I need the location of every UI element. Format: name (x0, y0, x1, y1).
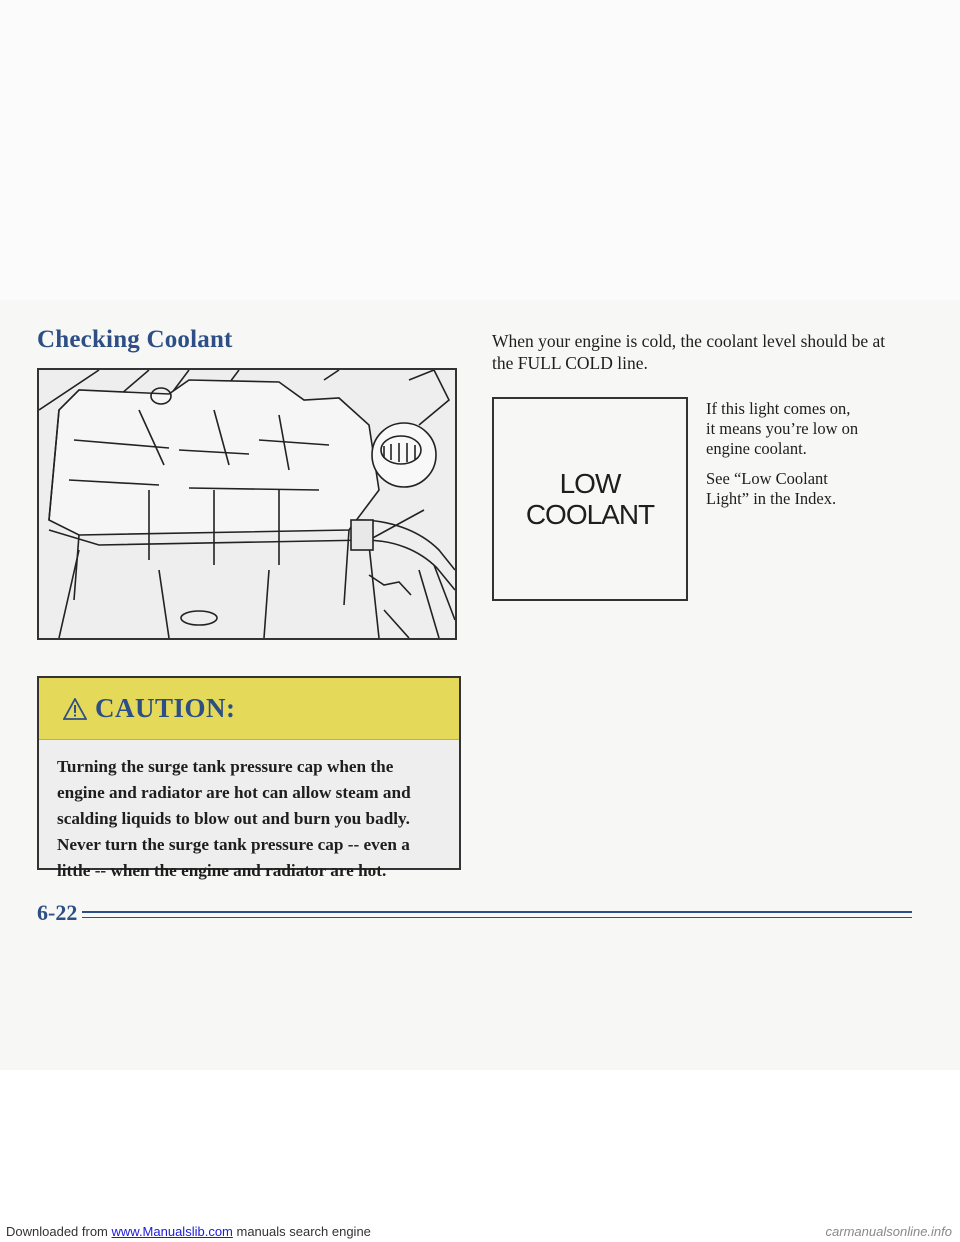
description-line: See “Low Coolant (706, 469, 828, 488)
footer-attribution (6, 1224, 371, 1239)
light-word-coolant: COOLANT (525, 499, 655, 530)
caution-line: Never turn the surge tank pressure cap -- even a (57, 835, 410, 854)
intro-paragraph (492, 330, 932, 374)
caution-line: scalding liquids to blow out and burn you badly. (57, 809, 410, 828)
intro-line: the FULL COLD line. (492, 353, 648, 373)
description-line: it means you’re low on (706, 419, 859, 438)
caution-text (39, 740, 459, 884)
footer-prefix: Downloaded from (6, 1224, 112, 1239)
light-word-low: LOW (559, 468, 621, 499)
footer-suffix: manuals search engine (232, 1224, 371, 1239)
section-title: Checking Coolant (37, 326, 233, 353)
page-rule (82, 911, 912, 913)
manualslib-link[interactable]: www.Manualslib.com (111, 1224, 233, 1239)
page-bottom-margin (0, 1070, 960, 1242)
caution-line: little -- when the engine and radiator are hot. (57, 861, 387, 880)
light-description-para2 (706, 469, 936, 509)
caution-line: Turning the surge tank pressure cap when the (57, 757, 394, 776)
page-number: 6-22 (37, 900, 78, 925)
caution-line: engine and radiator are hot can allow steam and (57, 783, 411, 802)
page-top-margin (0, 0, 960, 300)
page-rule-thin (82, 917, 912, 918)
caution-title: CAUTION: (95, 693, 236, 723)
low-coolant-light (492, 397, 688, 601)
caution-header (39, 678, 459, 740)
light-description-para1 (706, 399, 936, 459)
watermark-text: carmanualsonline.info (825, 1224, 952, 1239)
description-line: engine coolant. (706, 439, 807, 458)
download-footer (0, 1222, 960, 1242)
surge-tank-illustration (37, 368, 457, 640)
description-line: Light” in the Index. (706, 489, 837, 508)
caution-box (37, 676, 461, 880)
light-description (706, 399, 936, 519)
description-line: If this light comes on, (706, 399, 851, 418)
warning-triangle-icon (63, 698, 87, 720)
intro-line: When your engine is cold, the coolant level should be at (492, 331, 886, 351)
surge-tank-drawing (39, 370, 455, 638)
